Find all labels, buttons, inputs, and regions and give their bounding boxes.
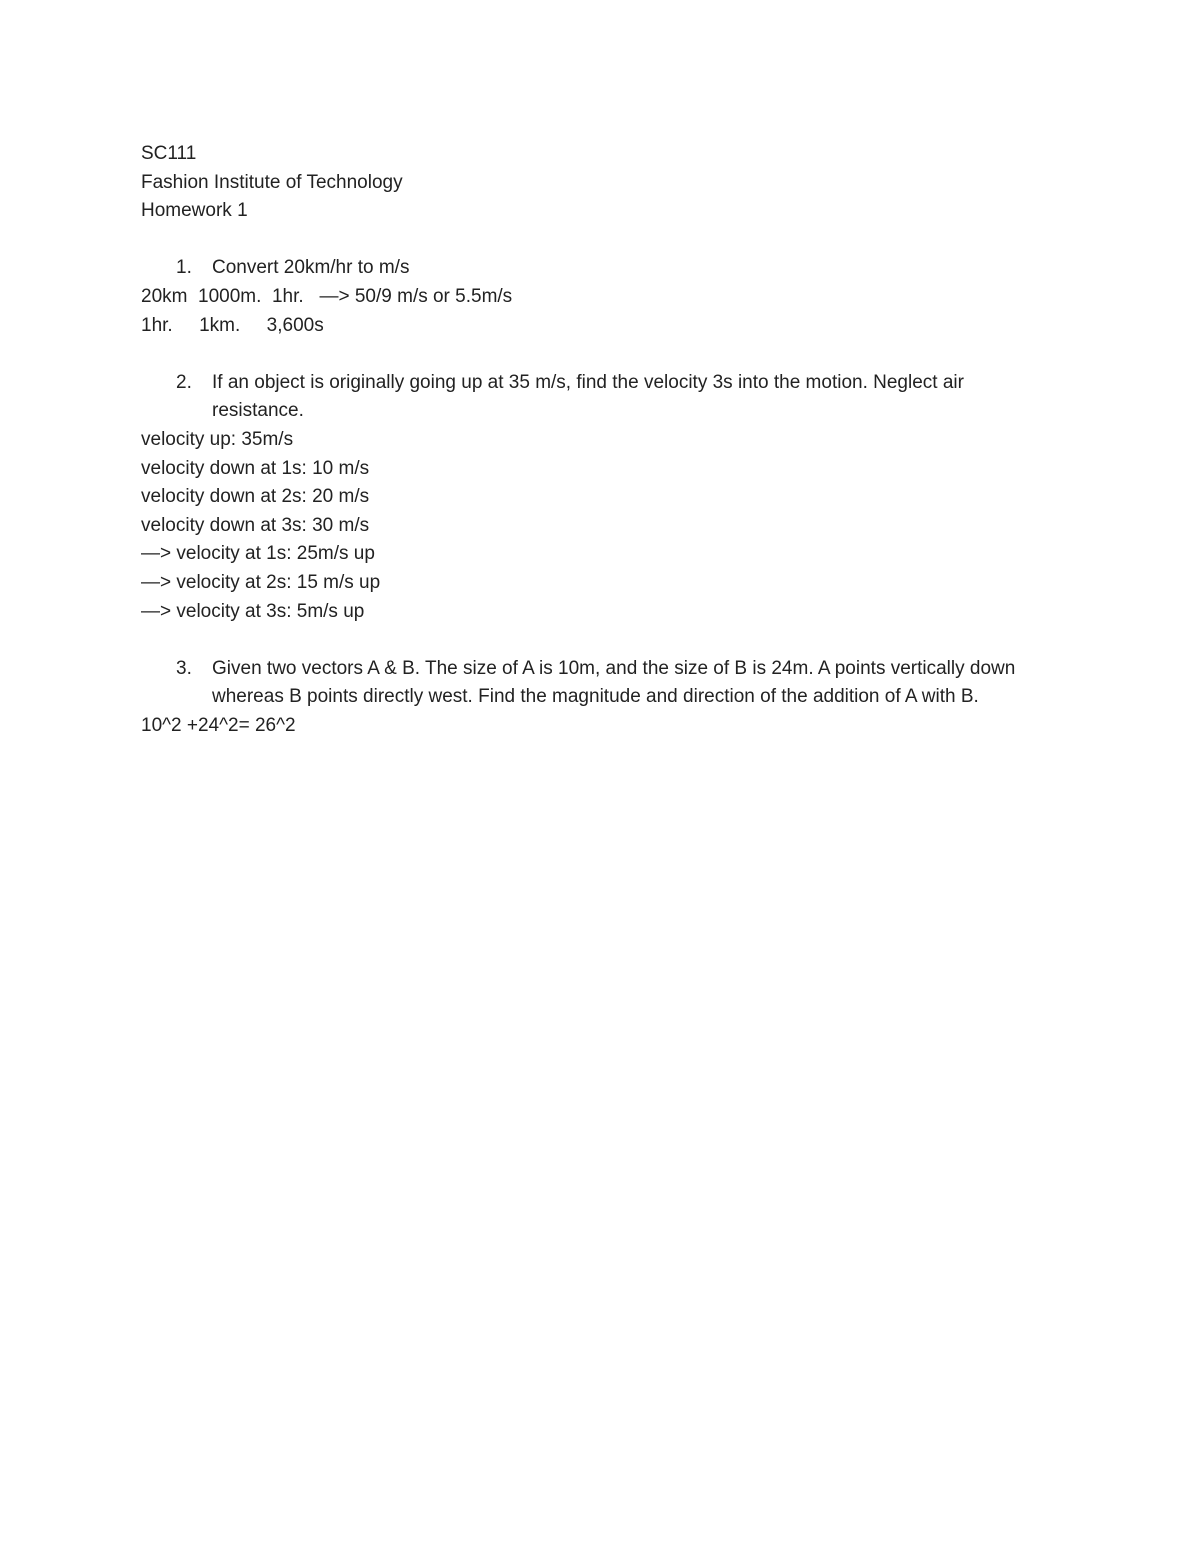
answer-line: 1hr. 1km. 3,600s <box>141 314 324 336</box>
question-text: Convert 20km/hr to m/s <box>212 257 410 279</box>
question-number: 3. <box>176 657 192 679</box>
answer-line: —> velocity at 2s: 15 m/s up <box>141 571 381 593</box>
institution-name: Fashion Institute of Technology <box>141 171 403 193</box>
answer-line: velocity up: 35m/s <box>141 428 294 450</box>
question-text: Given two vectors A & B. The size of A is 10m, and the size of B is 24m. A points vertically down whereas B points directly west. Find the magnitude and direction of the addition of A with B. <box>212 657 1016 708</box>
answer-line: 20km 1000m. 1hr. —> 50/9 m/s or 5.5m/s <box>141 285 513 307</box>
question-number: 1. <box>176 257 192 279</box>
document-page <box>141 140 1051 740</box>
course-code: SC111 <box>141 143 197 164</box>
question-text: If an object is originally going up at 35 m/s, find the velocity 3s into the motion. Neglect air resistance. <box>212 371 964 422</box>
answer-line: velocity down at 3s: 30 m/s <box>141 514 370 536</box>
question-2 <box>141 369 1051 426</box>
assignment-title: Homework 1 <box>141 200 248 222</box>
question-1 <box>141 254 1051 283</box>
answer-line: velocity down at 2s: 20 m/s <box>141 486 370 508</box>
answer-line: velocity down at 1s: 10 m/s <box>141 457 370 479</box>
question-number: 2. <box>176 371 192 393</box>
answer-line: —> velocity at 1s: 25m/s up <box>141 543 375 565</box>
answer-line: —> velocity at 3s: 5m/s up <box>141 600 365 622</box>
answer-line: 10^2 +24^2= 26^2 <box>141 714 296 736</box>
question-3 <box>141 655 1051 712</box>
